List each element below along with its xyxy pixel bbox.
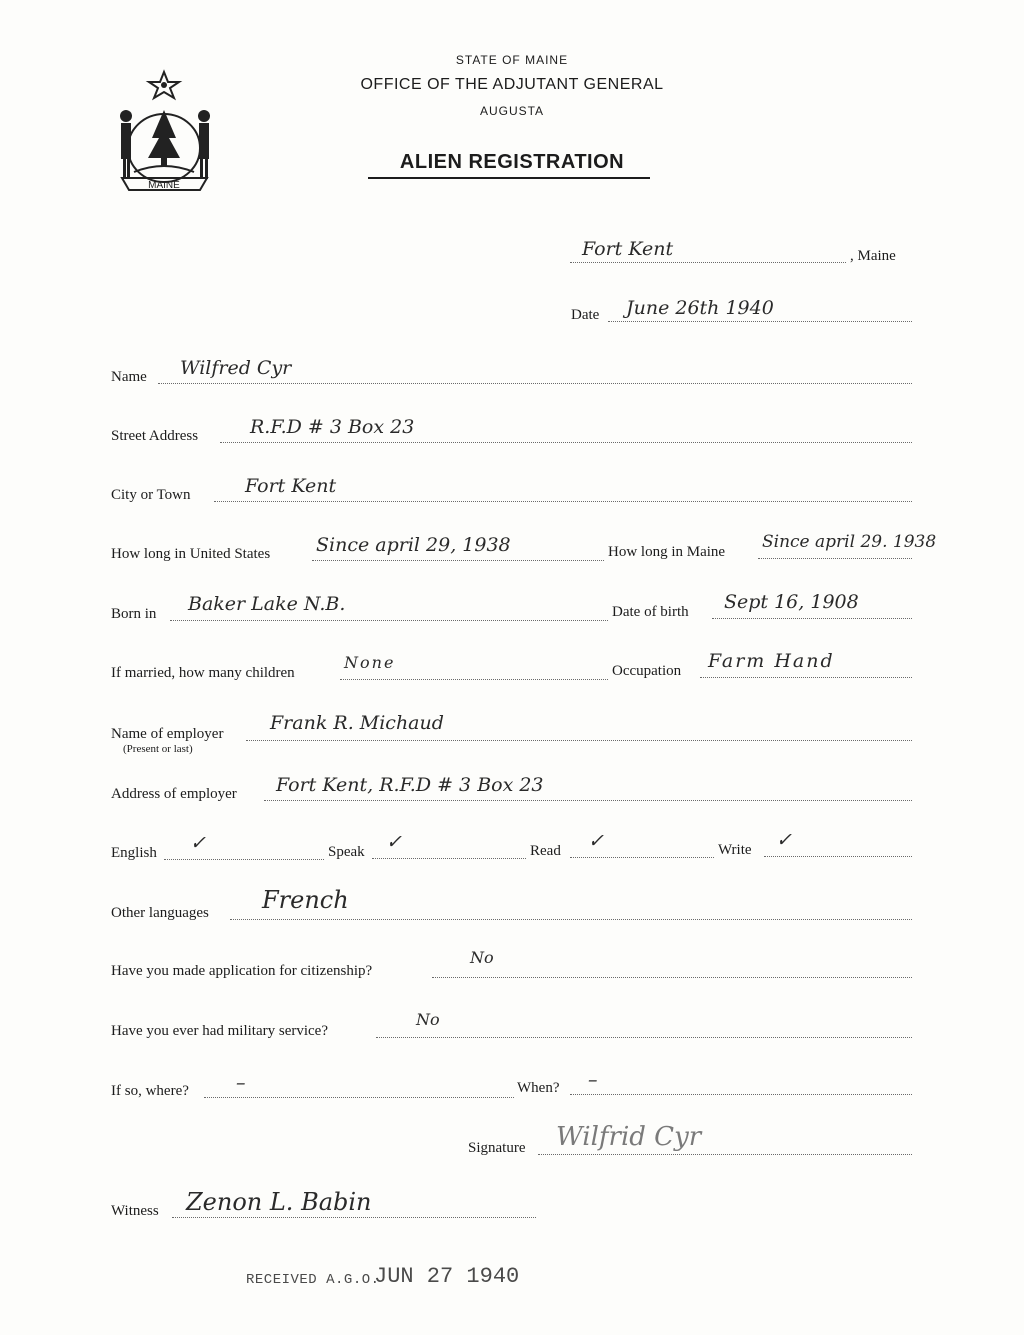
speak-label: Speak bbox=[328, 844, 365, 860]
read-check[interactable]: ✓ bbox=[588, 830, 604, 852]
witness-value[interactable]: Zenon L. Babin bbox=[186, 1188, 372, 1216]
location-suffix: , Maine bbox=[850, 248, 896, 264]
how-long-maine-value[interactable]: Since april 29. 1938 bbox=[762, 532, 937, 552]
speak-check[interactable]: ✓ bbox=[386, 831, 402, 853]
english-line bbox=[164, 859, 324, 860]
when-line bbox=[570, 1094, 912, 1095]
citizenship-label: Have you made application for citizenship? bbox=[111, 963, 373, 979]
location-value[interactable]: Fort Kent bbox=[582, 238, 674, 260]
citizenship-line bbox=[432, 977, 912, 978]
occupation-line bbox=[700, 677, 912, 678]
english-check[interactable]: ✓ bbox=[190, 832, 206, 854]
date-value[interactable]: June 26th 1940 bbox=[626, 297, 774, 319]
write-check[interactable]: ✓ bbox=[776, 829, 792, 851]
how-long-us-value[interactable]: Since april 29, 1938 bbox=[316, 534, 511, 556]
street-address-line bbox=[220, 442, 912, 443]
city-value[interactable]: Fort Kent bbox=[245, 475, 337, 497]
name-line bbox=[158, 383, 912, 384]
other-languages-label: Other languages bbox=[111, 905, 209, 921]
employer-name-sublabel: (Present or last) bbox=[123, 743, 193, 755]
office-heading: OFFICE OF THE ADJUTANT GENERAL bbox=[360, 76, 664, 93]
military-service-line bbox=[376, 1037, 912, 1038]
date-of-birth-line bbox=[712, 618, 912, 619]
military-service-label: Have you ever had military service? bbox=[111, 1023, 328, 1039]
other-languages-value[interactable]: French bbox=[262, 886, 349, 914]
if-so-where-label: If so, where? bbox=[111, 1083, 189, 1099]
witness-label: Witness bbox=[111, 1203, 159, 1219]
witness-line bbox=[172, 1217, 536, 1218]
signature-line bbox=[538, 1154, 912, 1155]
city-line bbox=[214, 501, 912, 502]
born-in-line bbox=[170, 620, 608, 621]
how-long-maine-label: How long in Maine bbox=[608, 544, 726, 560]
street-address-label: Street Address bbox=[111, 428, 199, 444]
if-so-where-line bbox=[204, 1097, 514, 1098]
date-of-birth-label: Date of birth bbox=[612, 604, 689, 620]
when-value[interactable]: – bbox=[588, 1069, 598, 1091]
write-label: Write bbox=[718, 842, 752, 858]
how-long-us-line bbox=[312, 560, 604, 561]
name-value[interactable]: Wilfred Cyr bbox=[180, 357, 292, 379]
born-in-value[interactable]: Baker Lake N.B. bbox=[188, 593, 346, 615]
employer-name-line bbox=[246, 740, 912, 741]
other-languages-line bbox=[230, 919, 912, 920]
write-line bbox=[764, 856, 912, 857]
seal-text: MAINE bbox=[148, 180, 180, 191]
city-heading: AUGUSTA bbox=[479, 104, 545, 118]
signature-value[interactable]: Wilfrid Cyr bbox=[556, 1122, 702, 1152]
children-label: If married, how many children bbox=[111, 665, 295, 681]
city-label: City or Town bbox=[111, 487, 191, 503]
english-label: English bbox=[111, 845, 157, 861]
signature-label: Signature bbox=[468, 1140, 526, 1156]
when-label: When? bbox=[517, 1080, 560, 1096]
how-long-maine-line bbox=[758, 558, 912, 559]
how-long-us-label: How long in United States bbox=[111, 546, 271, 562]
born-in-label: Born in bbox=[111, 606, 157, 622]
date-line bbox=[608, 321, 912, 322]
speak-line bbox=[372, 858, 526, 859]
occupation-value[interactable]: Farm Hand bbox=[708, 650, 835, 672]
state-heading: STATE OF MAINE bbox=[455, 53, 569, 67]
employer-name-label: Name of employer bbox=[111, 726, 224, 742]
children-line bbox=[340, 679, 608, 680]
children-value[interactable]: None bbox=[344, 653, 396, 672]
street-address-value[interactable]: R.F.D # 3 Box 23 bbox=[250, 416, 415, 438]
employer-address-line bbox=[264, 800, 912, 801]
occupation-label: Occupation bbox=[612, 663, 682, 679]
received-stamp: RECEIVED A.G.O. bbox=[246, 1272, 380, 1288]
military-service-value[interactable]: No bbox=[416, 1010, 440, 1029]
received-stamp-date: JUN 27 1940 bbox=[374, 1264, 520, 1289]
read-line bbox=[570, 857, 714, 858]
form-title: ALIEN REGISTRATION bbox=[399, 151, 625, 173]
title-underline bbox=[368, 177, 650, 179]
read-label: Read bbox=[530, 843, 561, 859]
name-label: Name bbox=[111, 369, 147, 385]
citizenship-value[interactable]: No bbox=[470, 948, 494, 967]
date-label: Date bbox=[571, 307, 600, 323]
location-line bbox=[570, 262, 846, 263]
employer-name-value[interactable]: Frank R. Michaud bbox=[270, 712, 444, 734]
if-so-where-value[interactable]: – bbox=[236, 1072, 246, 1094]
date-of-birth-value[interactable]: Sept 16, 1908 bbox=[724, 591, 859, 613]
employer-address-value[interactable]: Fort Kent, R.F.D # 3 Box 23 bbox=[276, 774, 544, 796]
employer-address-label: Address of employer bbox=[111, 786, 237, 802]
